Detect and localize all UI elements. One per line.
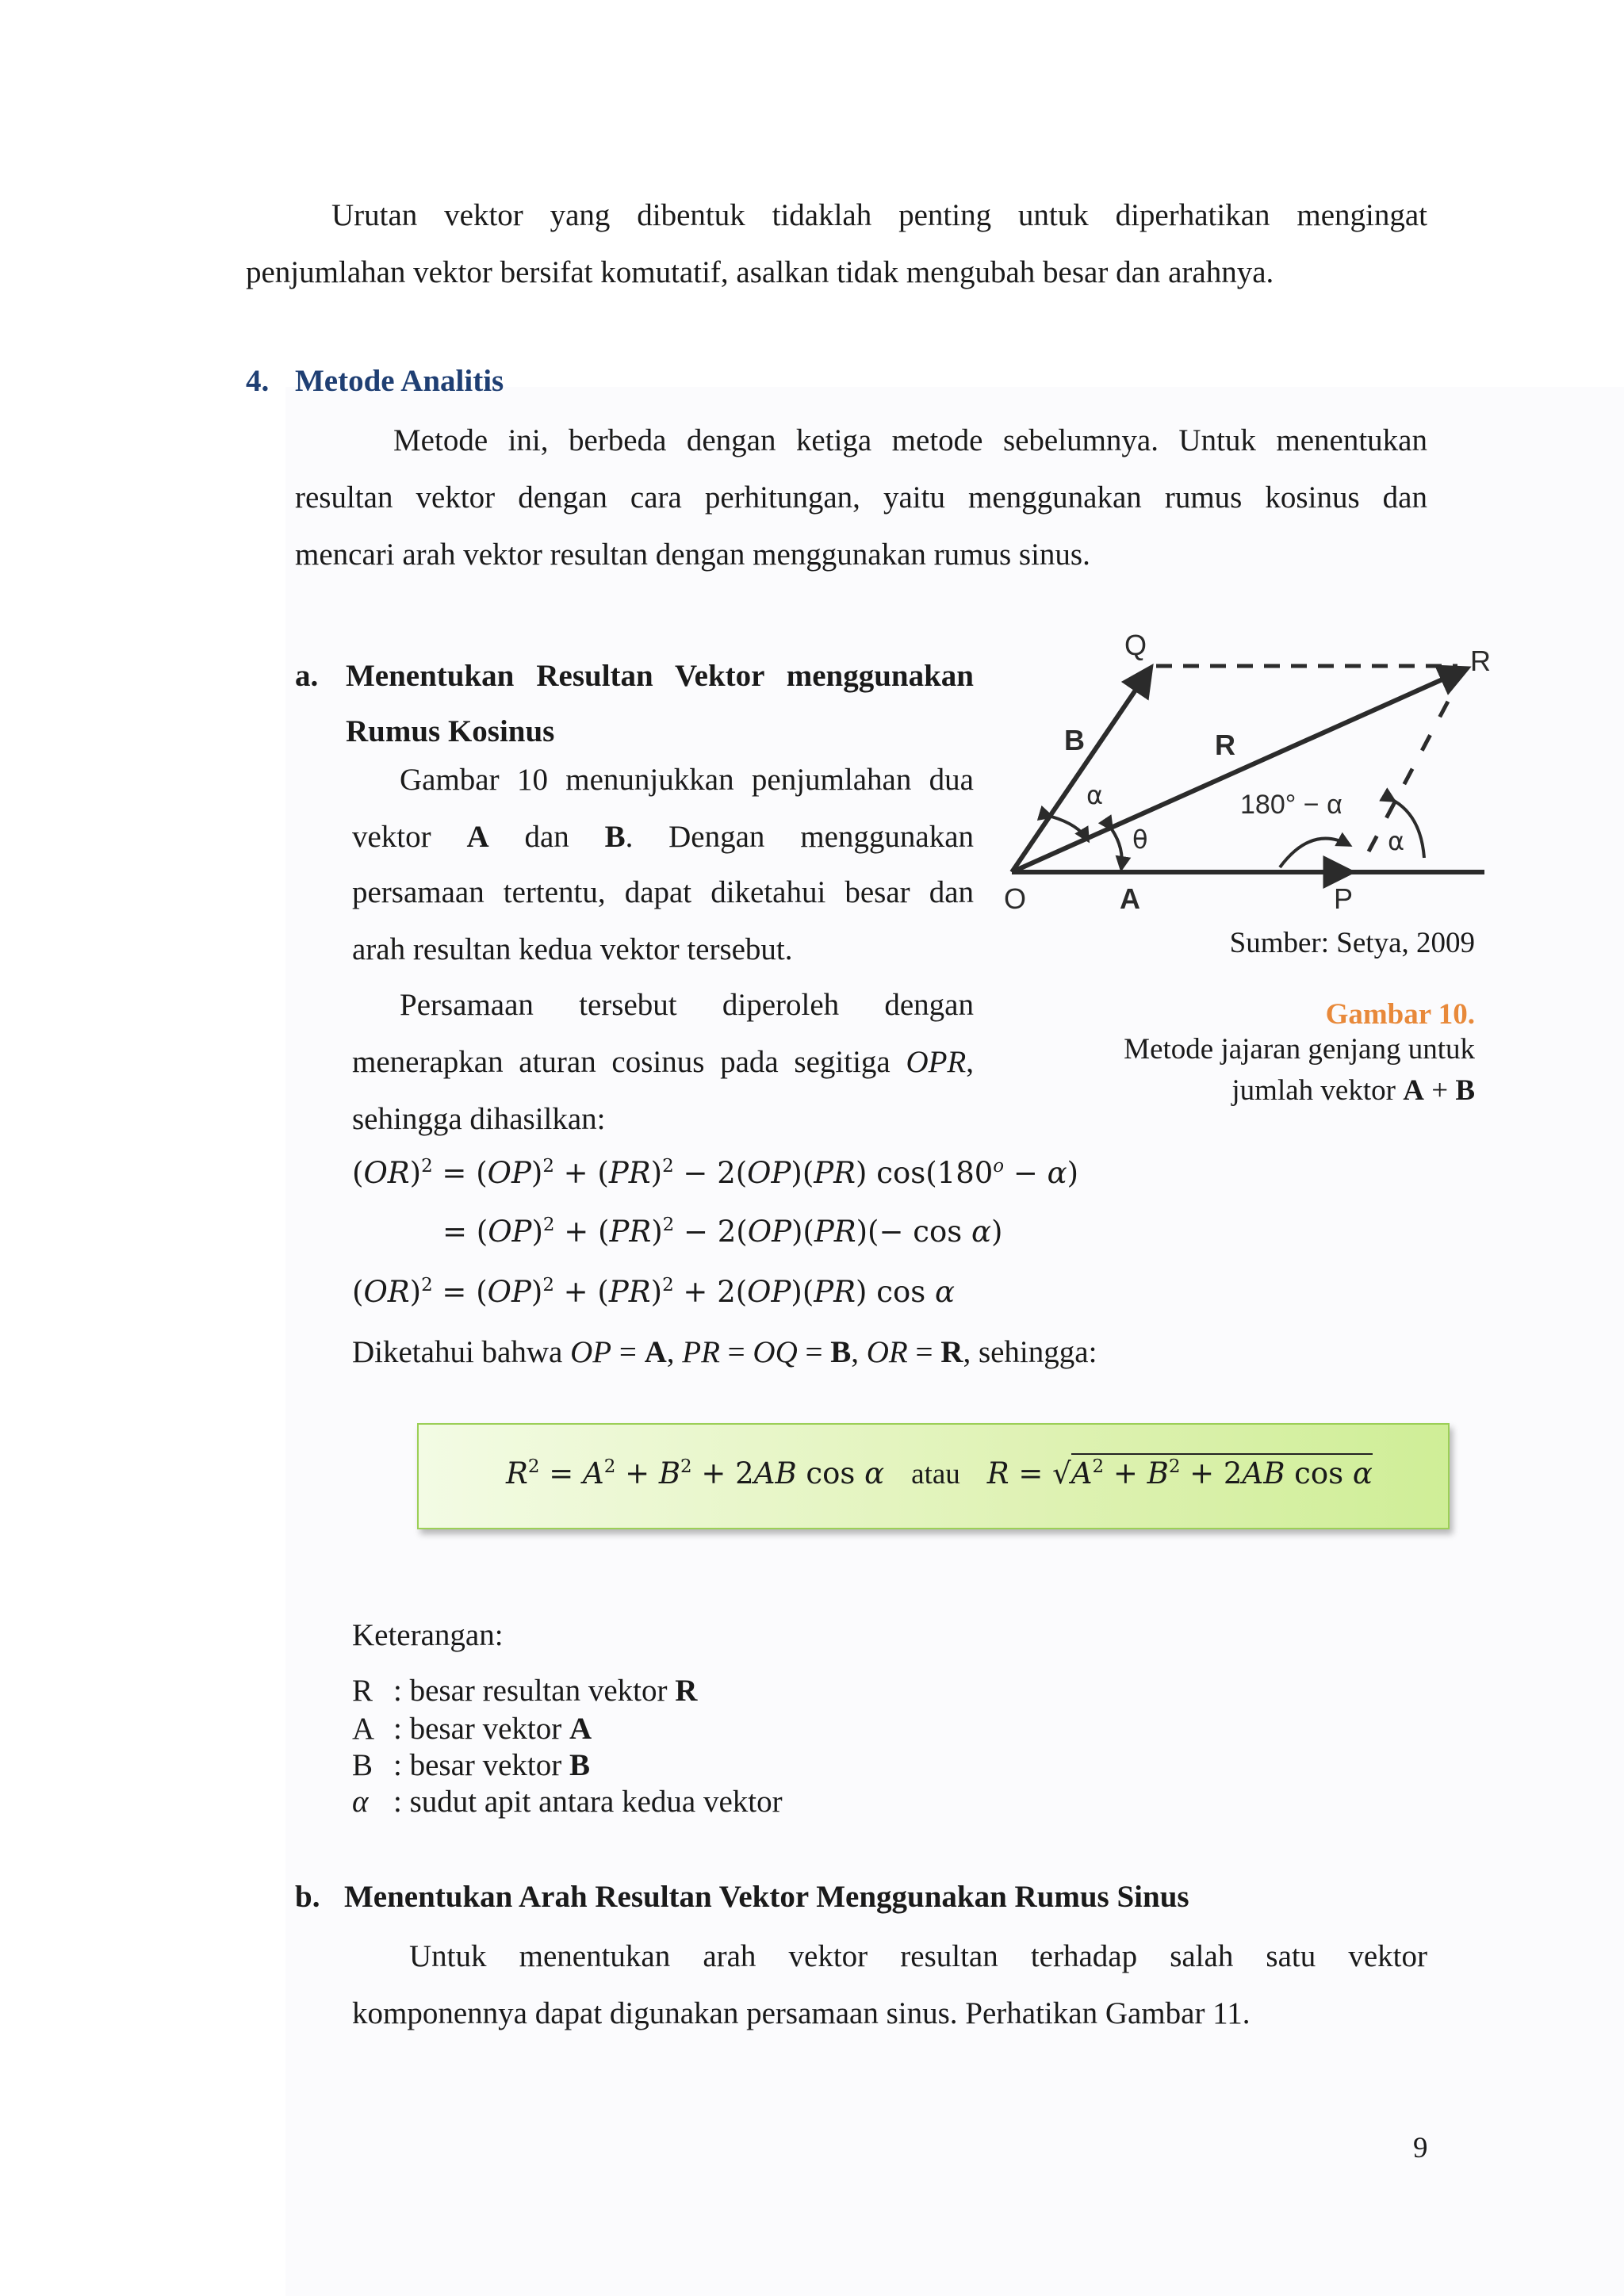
alpha-arc-left <box>1051 817 1088 840</box>
para-b-line-1: Untuk menentukan arah vektor resultan terhadap salah satu vektor <box>409 1939 1427 1973</box>
para-a1-line-2: vektor A dan B. Dengan menggunakan <box>352 820 975 854</box>
subheading-b-title: Menentukan Arah Resultan Vektor Menggunakan Rumus Sinus <box>344 1880 1189 1914</box>
formula-atau: atau <box>911 1458 960 1490</box>
label-q: Q <box>1124 629 1147 661</box>
para-a2-line-3: sehingga dihasilkan: <box>352 1102 606 1136</box>
keterangan-item-b: B : besar vektor B <box>352 1748 591 1782</box>
para-a2-line-2: menerapkan aturan cosinus pada segitiga OPR, <box>352 1045 974 1079</box>
label-p: P <box>1334 882 1354 915</box>
supplementary-arc <box>1280 839 1350 867</box>
figure-caption-line-1: Metode jajaran genjang untuk <box>1124 1033 1475 1066</box>
para-b-line-2: komponennya dapat digunakan persamaan sinus. Perhatikan Gambar 11. <box>352 1996 1251 2030</box>
subheading-a-title-2: Rumus Kosinus <box>346 714 555 748</box>
section-para-line-1: Metode ini, berbeda dengan ketiga metode sebelumnya. Untuk menentukan <box>393 423 1427 457</box>
label-o: O <box>1004 882 1027 915</box>
section-para-line-3: mencari arah vektor resultan dengan menggunakan rumus sinus. <box>295 538 1090 572</box>
figure-caption-line-2: jumlah vektor A + B <box>1231 1074 1475 1107</box>
keterangan-item-alpha: α : sudut apit antara kedua vektor <box>352 1785 783 1819</box>
formula-box <box>417 1423 1450 1529</box>
subheading-a-title-1: Menentukan Resultan Vektor menggunakan <box>346 659 974 693</box>
label-b: B <box>1064 724 1085 756</box>
page-number: 9 <box>1413 2132 1428 2164</box>
section-title: Metode Analitis <box>295 364 504 398</box>
label-a: A <box>1120 882 1140 915</box>
formula-content: $R^2 = A^2 + B^2 + 2AB$ cos α atau $R = √A^2 + B^2 + 2AB$ cos α <box>506 1456 1373 1491</box>
para-a1-line-3: persamaan tertentu, dapat diketahui besar dan <box>352 875 974 909</box>
label-angle: 180° − α <box>1240 790 1342 820</box>
vector-parallelogram-figure <box>1001 626 1500 928</box>
section-number: 4. <box>246 364 270 398</box>
equation-3: (OR)$^2$ = (OP)$^2$ + (PR)$^2$ + 2(OP)(PR) cos α <box>352 1274 955 1309</box>
section-para-line-2: resultan vektor dengan cara perhitungan, yaitu menggunakan rumus kosinus dan <box>295 480 1427 515</box>
keterangan-item-r: R : besar resultan vektor R <box>352 1674 698 1708</box>
para-a2-line-1: Persamaan tersebut diperoleh dengan <box>400 988 974 1022</box>
theta-arc <box>1112 829 1122 869</box>
subheading-b-letter: b. <box>295 1880 320 1914</box>
intro-line-1: Urutan vektor yang dibentuk tidaklah penting untuk diperhatikan mengingat <box>331 198 1427 232</box>
label-r: R <box>1215 729 1235 761</box>
label-theta: θ <box>1132 825 1148 855</box>
equation-1: (OR)$^2$ = (OP)$^2$ + (PR)$^2$ − 2(OP)(PR) $\cos(180^o - \alpha)$ <box>352 1155 1079 1190</box>
equation-2: = (OP)$^2$ + (PR)$^2$ − 2(OP)(PR)(− cos α) <box>442 1214 1003 1249</box>
subheading-a <box>295 649 974 760</box>
para-a1-line-1: Gambar 10 menunjukkan penjumlahan dua <box>400 763 974 797</box>
known-relations: Diketahui bahwa OP = A, PR = OQ = B, OR = R, sehingga: <box>352 1335 1097 1369</box>
intro-line-2: penjumlahan vektor bersifat komutatif, asalkan tidak mengubah besar dan arahnya. <box>246 255 1274 289</box>
figure-caption-title: Gambar 10. <box>1325 998 1475 1031</box>
label-alpha-right: α <box>1388 826 1405 856</box>
label-r-corner: R <box>1470 645 1491 677</box>
keterangan-item-a: A : besar vektor A <box>352 1712 592 1746</box>
section-heading <box>246 363 504 399</box>
keterangan-title: Keterangan: <box>352 1618 504 1652</box>
figure-source: Sumber: Setya, 2009 <box>1229 927 1475 959</box>
subheading-b <box>295 1879 1189 1915</box>
subheading-a-letter: a. <box>295 659 319 693</box>
label-alpha-left: α <box>1086 780 1104 810</box>
para-a1-line-4: arah resultan kedua vektor tersebut. <box>352 932 793 966</box>
